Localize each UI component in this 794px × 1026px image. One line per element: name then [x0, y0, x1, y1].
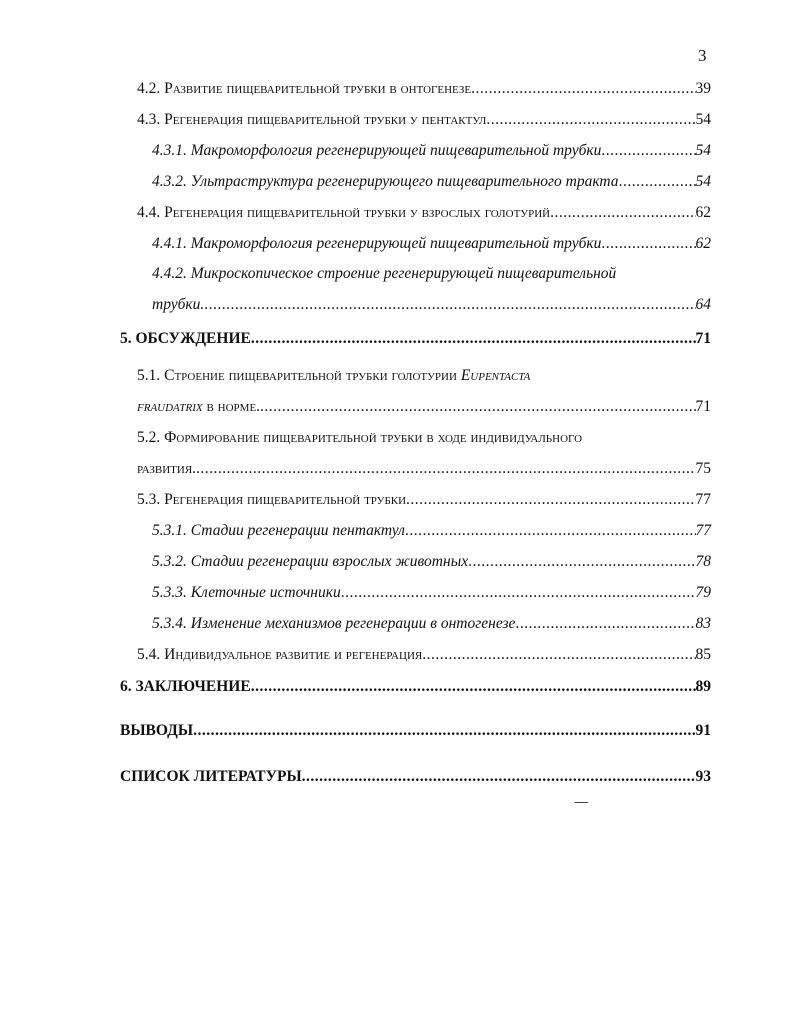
toc-entry-page: 89	[695, 678, 711, 695]
toc-entry-title: 5.4. Индивидуальное развитие и регенерация	[137, 646, 423, 663]
page-number: 3	[698, 46, 707, 65]
dot-leader	[193, 721, 695, 741]
dot-leader	[251, 677, 696, 697]
dot-leader	[405, 521, 696, 541]
toc-entry-page: 91	[695, 722, 711, 739]
dot-leader	[204, 295, 695, 315]
toc-entry-page: 62	[695, 235, 711, 252]
toc-entry-page: 93	[695, 768, 711, 785]
toc-entry-page: 79	[695, 584, 711, 601]
toc-entry-page: 62	[695, 204, 711, 221]
toc-entry-page: 75	[695, 460, 711, 477]
toc-entry-title: 5.3.1. Стадии регенерации пентактул	[152, 522, 405, 539]
toc-entry-page: 78	[695, 553, 711, 570]
dot-leader	[406, 490, 695, 510]
toc-entry-page: 39	[695, 80, 711, 97]
toc-entry[interactable]	[137, 397, 711, 417]
toc-entry[interactable]	[152, 234, 711, 254]
toc-entry-title: СПИСОК ЛИТЕРАТУРЫ	[120, 768, 302, 785]
toc-chapter[interactable]	[120, 721, 711, 741]
toc-entry-title-line1[interactable]: 4.4.2. Микроскопическое строение регенерирующей пищеварительной	[152, 265, 617, 282]
toc-entry[interactable]	[152, 614, 711, 634]
toc-entry-page: 71	[695, 330, 711, 347]
toc-entry[interactable]	[137, 459, 711, 479]
toc-entry[interactable]	[152, 521, 711, 541]
toc-entry-title-text: 5.1. Строение пищеварительной трубки голотурии	[137, 367, 457, 384]
toc-entry-page: 77	[695, 522, 711, 539]
toc-entry-title: 5. ОБСУЖДЕНИЕ	[120, 330, 251, 347]
dot-leader	[601, 141, 695, 161]
toc-entry-title: 4.3.2. Ультраструктура регенерирующего пищеварительного тракта	[152, 173, 619, 190]
dot-leader	[341, 583, 696, 603]
dot-leader	[486, 110, 695, 130]
toc-entry-title-italic: fraudatrix	[137, 398, 203, 415]
toc-entry[interactable]	[152, 141, 711, 161]
dot-leader	[260, 397, 695, 417]
toc-entry[interactable]	[137, 490, 711, 510]
toc-entry-title-line1[interactable]	[137, 366, 530, 386]
toc-chapter[interactable]	[120, 767, 711, 787]
toc-entry-title: 4.2. Развитие пищеварительной трубки в онтогенезе	[137, 80, 472, 97]
toc-entry-title-italic: Eupentacta	[460, 367, 531, 384]
toc-entry-title-line2	[137, 397, 260, 417]
dot-leader	[251, 329, 696, 349]
toc-entry-title: ВЫВОДЫ	[120, 722, 194, 739]
toc-entry[interactable]	[152, 295, 711, 315]
dot-leader	[471, 79, 695, 99]
toc-entry-page: 77	[695, 491, 711, 508]
toc-entry-title: 4.4.1. Макроморфология регенерирующей пищеварительной трубки	[152, 235, 602, 252]
toc-entry[interactable]	[137, 645, 711, 665]
dot-leader	[550, 203, 695, 223]
toc-entry[interactable]	[152, 552, 711, 572]
toc-entry-title-line2: трубки.	[152, 296, 205, 313]
toc-entry-page: 54	[695, 173, 711, 190]
toc-entry-title: 5.3. Регенерация пищеварительной трубки	[137, 491, 407, 508]
dot-leader	[468, 552, 695, 572]
toc-entry-title: 5.3.4. Изменение механизмов регенерации в онтогенезе	[152, 615, 516, 632]
toc-entry-page: 64	[695, 296, 711, 313]
dot-leader	[302, 767, 696, 787]
toc-entry-title-line1[interactable]: 5.2. Формирование пищеварительной трубки в ходе индивидуального	[137, 429, 583, 446]
toc-entry-title: 5.3.3. Клеточные источники	[152, 584, 341, 601]
toc-entry[interactable]	[137, 79, 711, 99]
toc-entry-title: 6. ЗАКЛЮЧЕНИЕ	[120, 678, 251, 695]
dot-leader	[601, 234, 695, 254]
toc-entry-title-text: в норме.	[206, 398, 261, 415]
toc-entry-page: 83	[695, 615, 711, 632]
toc-entry[interactable]	[137, 203, 711, 223]
dot-leader	[422, 645, 695, 665]
toc-chapter[interactable]	[120, 329, 711, 349]
toc-entry-page: 85	[695, 646, 711, 663]
toc-entry-title: 4.3. Регенерация пищеварительной трубки у пентактул	[137, 111, 487, 128]
dot-leader	[619, 172, 696, 192]
toc-entry[interactable]	[137, 110, 711, 130]
toc-entry-title: 5.3.2. Стадии регенерации взрослых животных	[152, 553, 469, 570]
dot-leader	[196, 459, 695, 479]
toc-entry-page: 54	[695, 142, 711, 159]
toc-entry[interactable]	[152, 583, 711, 603]
toc-entry-title: 4.4. Регенерация пищеварительной трубки у взрослых голотурий	[137, 204, 551, 221]
toc-entry-page: 54	[695, 111, 711, 128]
dot-leader	[515, 614, 695, 634]
toc-entry-title: 4.3.1. Макроморфология регенерирующей пищеварительной трубки	[152, 142, 602, 159]
scan-mark: -----	[574, 796, 588, 808]
toc-entry-page: 71	[695, 398, 711, 415]
toc-chapter[interactable]	[120, 677, 711, 697]
toc-entry[interactable]	[152, 172, 711, 192]
toc-entry-title-line2: развития.	[137, 460, 197, 477]
